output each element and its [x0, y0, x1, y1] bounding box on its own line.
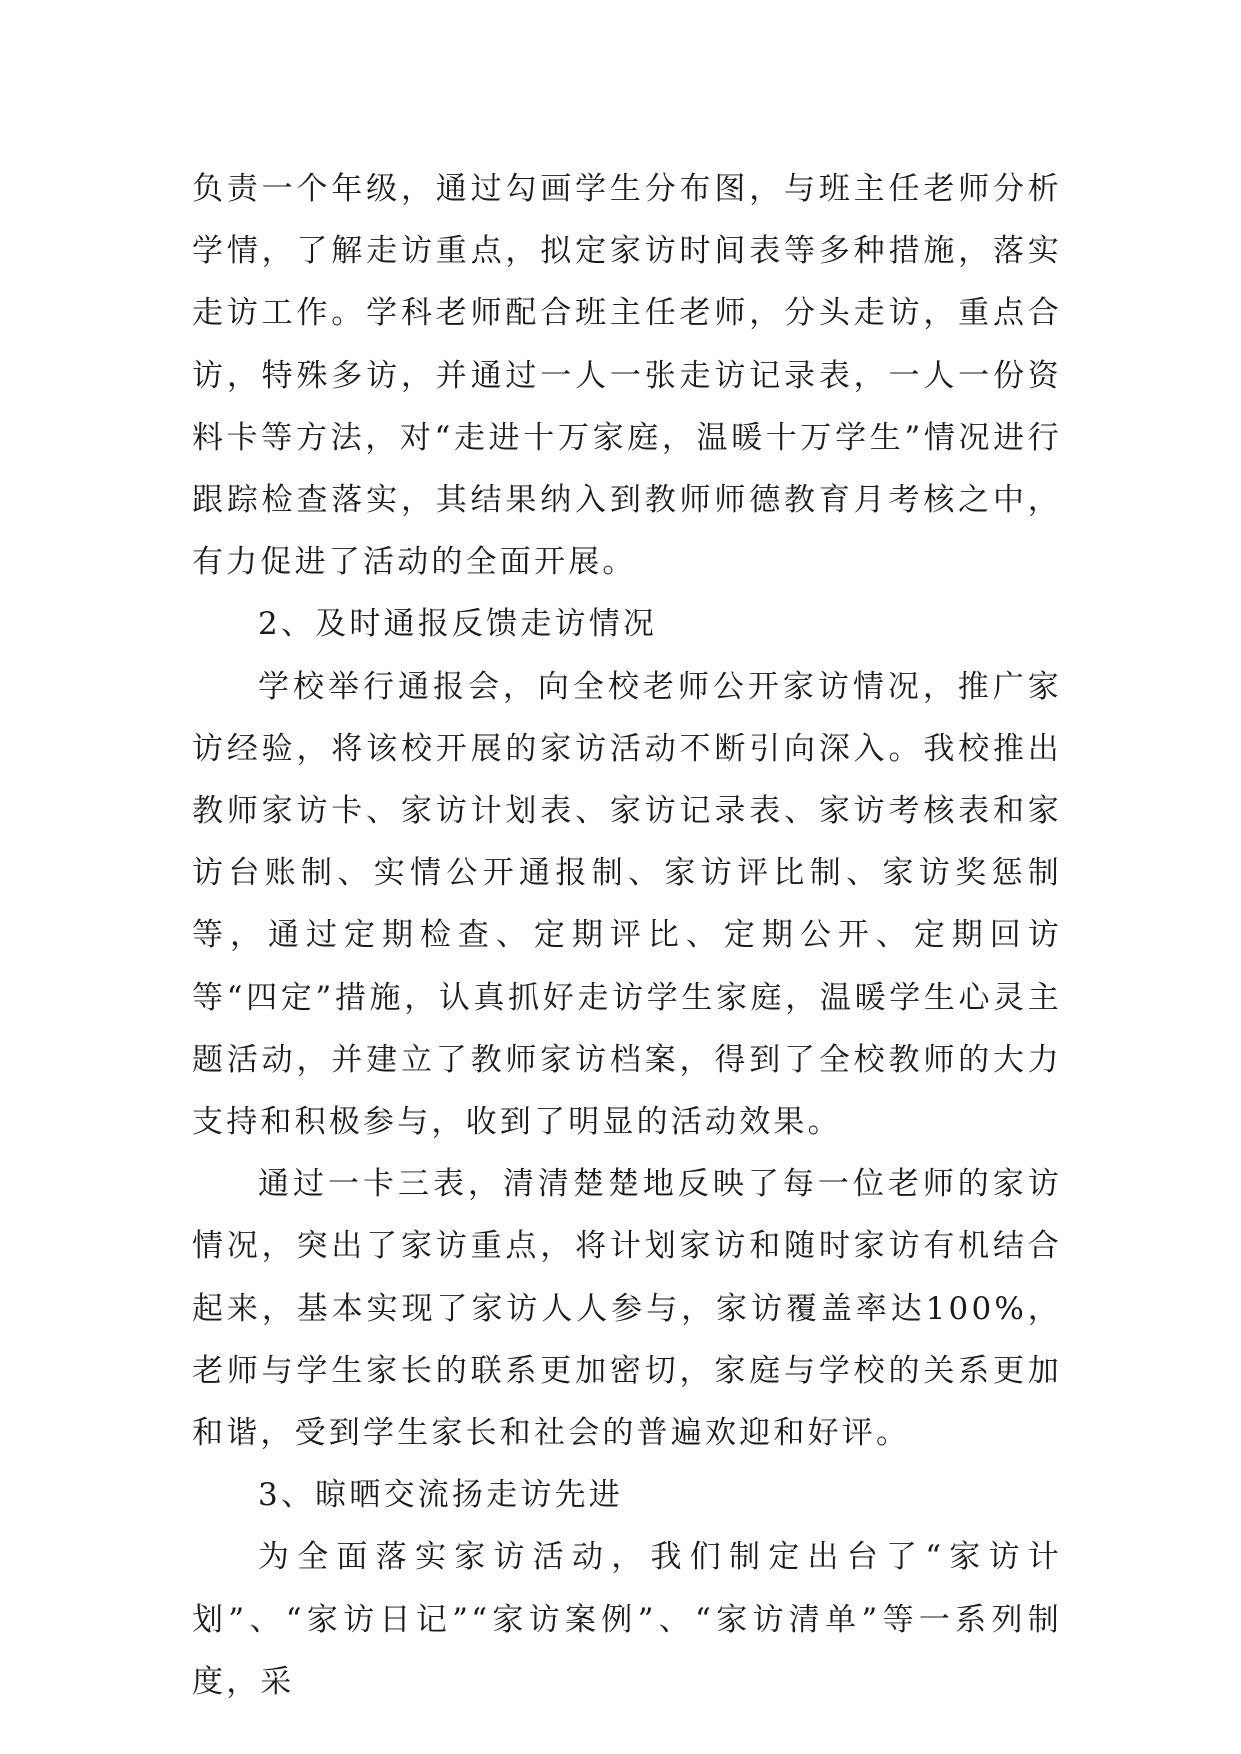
body-paragraph: 通过一卡三表，清清楚楚地反映了每一位老师的家访情况，突出了家访重点，将计划家访和随时家访有机结合起来，基本实现了家访人人参与，家访覆盖率达100%，老师与学生家长的联系更加密切，家庭与学校的关系更加和谐，受到学生家长和社会的普遍欢迎和好评。 [192, 1166, 1062, 1452]
section-heading: 2、及时通报反馈走访情况 [258, 606, 658, 643]
body-paragraph: 为全面落实家访活动，我们制定出台了“家访计划”、“家访日记”“家访案例”、“家访清单”等一系列制度，采 [192, 1539, 1062, 1700]
section-heading: 3、晾晒交流扬走访先进 [258, 1477, 623, 1514]
body-paragraph: 负责一个年级，通过勾画学生分布图，与班主任老师分析学情，了解走访重点，拟定家访时间表等多种措施，落实走访工作。学科老师配合班主任老师，分头走访，重点合访，特殊多访，并通过一人一张走访记录表，一人一份资料卡等方法，对“走进十万家庭，温暖十万学生”情况进行跟踪检查落实，其结果纳入到教师师德教育月考核之中，有力促进了活动的全面开展。 [192, 171, 1062, 581]
body-paragraph: 学校举行通报会，向全校老师公开家访情况，推广家访经验，将该校开展的家访活动不断引向深入。我校推出教师家访卡、家访计划表、家访记录表、家访考核表和家访台账制、实情公开通报制、家访评比制、家访奖惩制等，通过定期检查、定期评比、定期公开、定期回访等“四定”措施，认真抓好走访学生家庭，温暖学生心灵主题活动，并建立了教师家访档案，得到了全校教师的大力支持和积极参与，收到了明显的活动效果。 [192, 668, 1062, 1141]
document-body [192, 158, 1062, 1713]
